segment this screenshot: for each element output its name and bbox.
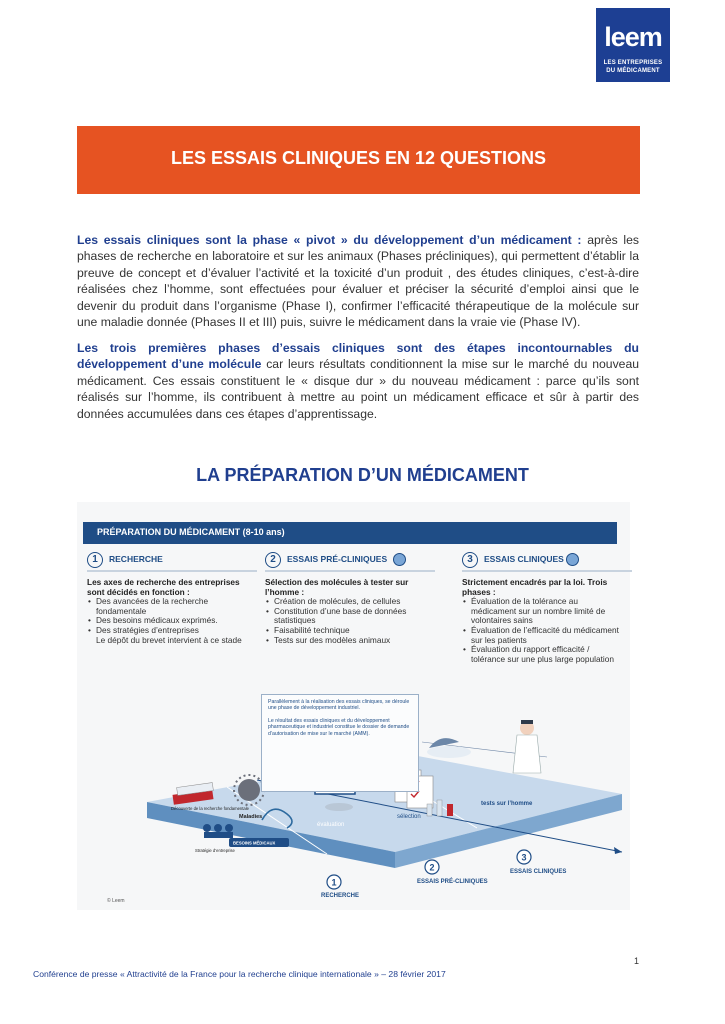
stage-label-recherche: RECHERCHE xyxy=(321,893,360,899)
column-heading: Sélection des molécules à tester sur l’homme : xyxy=(265,577,409,597)
arrow-head-icon xyxy=(614,847,622,854)
step-label: ESSAIS PRÉ-CLINIQUES xyxy=(287,554,388,564)
title-banner xyxy=(77,126,640,194)
page-title: LES ESSAIS CLINIQUES EN 12 QUESTIONS xyxy=(170,148,547,168)
intro-paragraph-1 xyxy=(77,232,639,330)
stage-number-3-text: 3 xyxy=(521,852,527,863)
bed-icon xyxy=(427,746,471,758)
label-selection: sélection xyxy=(397,814,421,820)
stage-number-1-text: 1 xyxy=(331,877,337,888)
intro-paragraph-2 xyxy=(77,340,639,422)
industrial-development-note xyxy=(261,694,419,792)
vial-icon xyxy=(447,804,453,816)
step-label: ESSAIS CLINIQUES xyxy=(484,554,564,564)
label-evaluation: évaluation xyxy=(317,822,345,828)
infographic-header-text: PRÉPARATION DU MÉDICAMENT (8-10 ans) xyxy=(97,527,285,537)
logo-mark: leem xyxy=(604,22,662,52)
intro-paragraph-1-lead: Les essais cliniques sont la phase « pivot » du développement d’un médicament : xyxy=(77,233,582,247)
figure-copyright: © Leem xyxy=(107,898,125,904)
person-icon xyxy=(214,824,222,832)
list-item: • Tests sur des modèles animaux xyxy=(274,636,440,646)
list-item: • Évaluation de l’efficacité du médicament sur les patients xyxy=(471,626,622,645)
doctor-hair-icon xyxy=(521,720,533,724)
note-paragraph-2: Le résultat des essais cliniques et du développement pharmaceutique et industriel constitue le dossier de demande d’autorisation de mise sur le marché (AMM). xyxy=(268,717,410,737)
label-strategie: Stratégie d’entreprise xyxy=(195,848,235,853)
list-item: • Création de molécules, de cellules xyxy=(274,597,440,607)
page-number: 1 xyxy=(634,956,640,966)
column-heading: Les axes de recherche des entreprises sont décidés en fonction : xyxy=(87,577,240,597)
intro-paragraph-1-body: après les phases de recherche en laboratoire et sur les animaux (Phases précliniques), qui permettent d’établir la preuve de concept et d’évaluer l’activité et la toxicité d’un produit , des études cliniques, c’est-à-dire réalisées chez l’homme, sont effectuées pour évaluer et préciser la sécurité d’emploi ainsi que le devenir du produit dans l’organisme (Phase I), confirmer l’efficacité thérapeutique de la molécule sur une maladie donnée (Phases II et III) puis, suivre le médicament dans la vraie vie (Phase IV). xyxy=(77,233,639,330)
label-decouverte: Découverte de la recherche fondamentale xyxy=(171,806,249,811)
section-title: LA PRÉPARATION D’UN MÉDICAMENT xyxy=(196,465,529,485)
step-number: 2 xyxy=(265,552,281,568)
doctor-coat-icon xyxy=(513,735,541,773)
leem-logo xyxy=(596,8,670,82)
vial-icon xyxy=(437,800,442,816)
note-paragraph-1: Parallèlement à la réalisation des essais cliniques, se déroule une phase de développement industriel. xyxy=(268,699,410,712)
vial-icon xyxy=(427,804,432,816)
step-label: RECHERCHE xyxy=(109,554,163,564)
preparation-infographic xyxy=(77,502,630,910)
stage-number-2-text: 2 xyxy=(429,862,435,873)
list-item: • Évaluation du rapport efficacité / tolérance sur une plus large population xyxy=(471,645,622,664)
footer-text: Conférence de presse « Attractivité de la France pour la recherche clinique internationale » – 28 février 2017 xyxy=(33,969,446,979)
logo-line-1: LES ENTREPRISES xyxy=(603,60,663,66)
person-icon xyxy=(203,824,211,832)
list-item: • Des stratégies d’entreprises xyxy=(96,626,247,636)
column-extra: Le dépôt du brevet intervient à ce stade xyxy=(96,634,242,645)
stage-label-cliniques: ESSAIS CLINIQUES xyxy=(510,869,567,875)
label-tests-homme: tests sur l’homme xyxy=(481,801,533,807)
intro-paragraph-2-lead: Les trois premières phases d’essais cliniques sont des étapes incontournables du développement d’une molécule xyxy=(77,341,639,372)
logo-line-2: DU MÉDICAMENT xyxy=(606,68,660,74)
list-item: • Des besoins médicaux exprimés. xyxy=(96,616,247,626)
stage-label-precliniques: ESSAIS PRÉ-CLINIQUES xyxy=(417,879,488,885)
column-heading: Strictement encadrés par la loi. Trois phases : xyxy=(462,577,608,597)
list-item: • Évaluation de la tolérance au médicament sur un nombre limité de volontaires sains xyxy=(471,597,622,626)
step-number: 1 xyxy=(87,552,103,568)
list-item: • Des avancées de la recherche fondamentale xyxy=(96,597,247,616)
petri-dish-icon xyxy=(325,803,353,811)
step-number: 3 xyxy=(462,552,478,568)
label-besoins-medicaux: BESOINS MÉDICAUX xyxy=(233,840,276,846)
list-item: • Faisabilité technique xyxy=(274,626,440,636)
label-maladies: Maladies xyxy=(239,814,263,820)
intro-paragraph-2-body: car leurs résultats conditionnent la mise sur le marché du nouveau médicament. Ces essais constituent le « disque dur » du nouveau médicament : parce qu’ils sont réalisés sur l’homme, ils contribuent à mettre au point un médicament efficace et sûr à partir des données accumulées dans ces étapes d’apprentissage. xyxy=(77,357,639,421)
person-icon xyxy=(225,824,233,832)
people-group-icon xyxy=(204,832,233,838)
list-item: • Constitution d’une base de données statistiques xyxy=(274,607,440,626)
virus-icon xyxy=(238,779,260,801)
